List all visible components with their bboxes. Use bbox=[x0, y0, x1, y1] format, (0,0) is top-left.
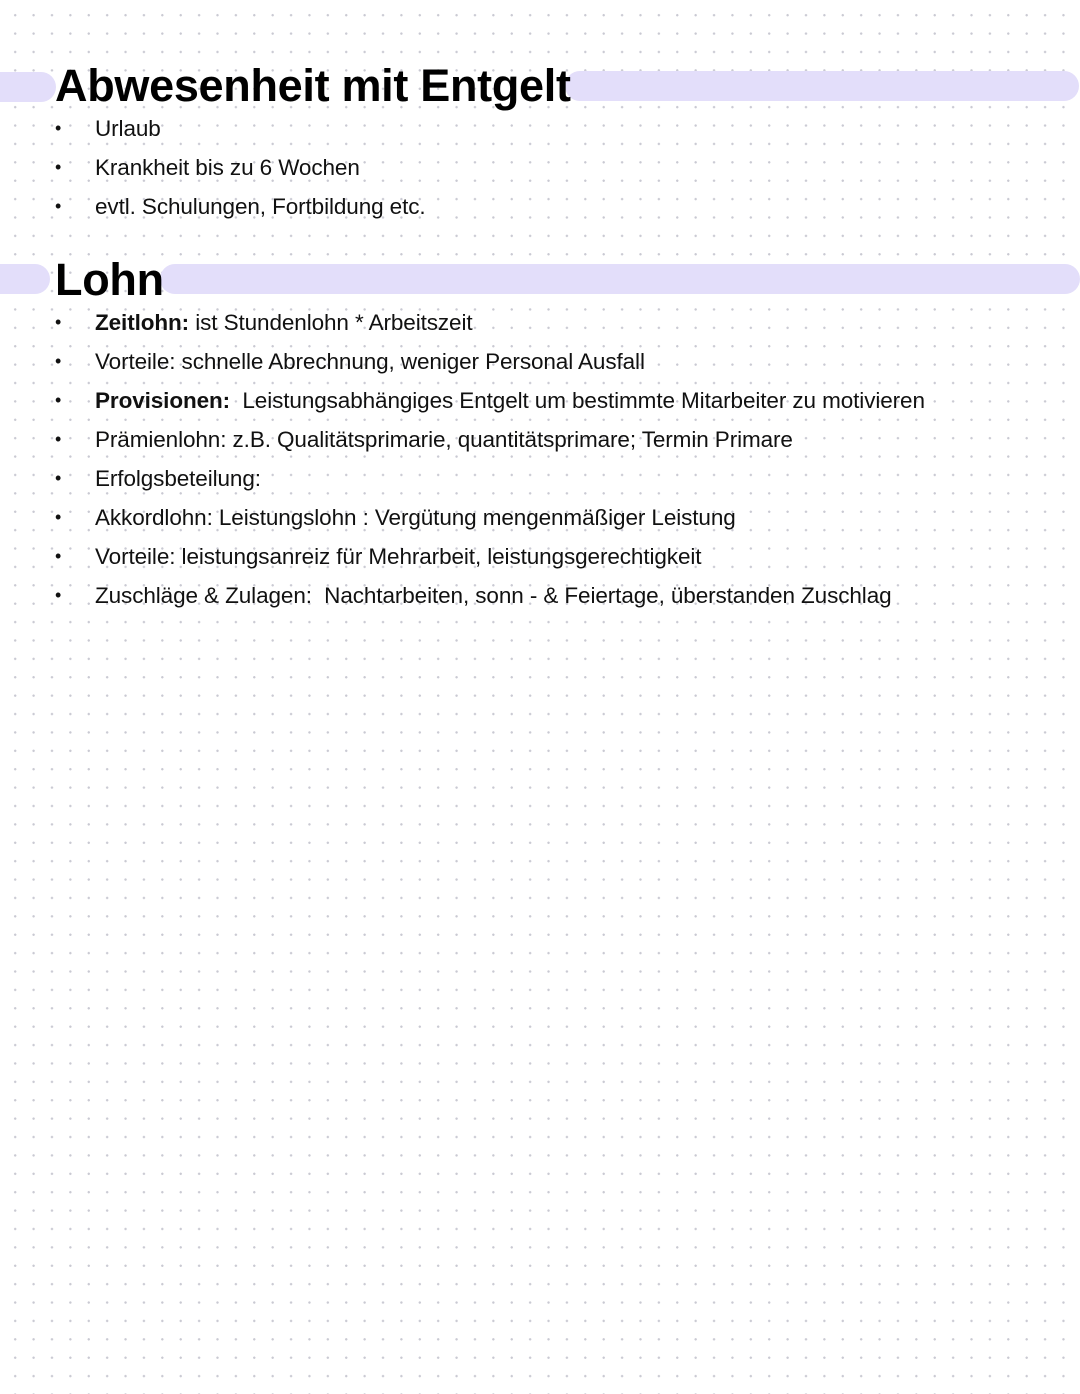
list-item bbox=[0, 187, 426, 226]
item-text: Akkordlohn: Leistungslohn : Vergütung mengenmäßiger Leistung bbox=[95, 505, 736, 530]
bullet-icon: • bbox=[55, 390, 62, 410]
section-title-lohn: Lohn bbox=[55, 254, 164, 305]
list-item bbox=[0, 148, 426, 187]
bullet-icon: • bbox=[55, 429, 62, 449]
list-item bbox=[0, 342, 925, 381]
item-text: Leistungsabhängiges Entgelt um bestimmte Mitarbeiter zu motivieren bbox=[230, 388, 925, 413]
list-item bbox=[0, 303, 925, 342]
list-item bbox=[0, 109, 426, 148]
bullet-icon: • bbox=[55, 351, 62, 371]
bullet-icon: • bbox=[55, 507, 62, 527]
item-text: Krankheit bis zu 6 Wochen bbox=[95, 155, 360, 180]
abwesenheit-list bbox=[0, 109, 426, 226]
lohn-list bbox=[0, 303, 925, 615]
item-text: Urlaub bbox=[95, 116, 161, 141]
item-text: Zuschläge & Zulagen: Nachtarbeiten, sonn - & Feiertage, überstanden Zuschlag bbox=[95, 583, 892, 608]
item-text: Prämienlohn: z.B. Qualitätsprimarie, quantitätsprimare; Termin Primare bbox=[95, 427, 793, 452]
bullet-icon: • bbox=[55, 468, 62, 488]
bullet-icon: • bbox=[55, 546, 62, 566]
list-item bbox=[0, 459, 925, 498]
list-item bbox=[0, 537, 925, 576]
item-text: Vorteile: schnelle Abrechnung, weniger Personal Ausfall bbox=[95, 349, 645, 374]
bullet-icon: • bbox=[55, 157, 62, 177]
section-title-abwesenheit: Abwesenheit mit Entgelt bbox=[55, 60, 571, 111]
bullet-icon: • bbox=[55, 118, 62, 138]
heading-highlight-right bbox=[160, 264, 1080, 294]
bullet-icon: • bbox=[55, 196, 62, 216]
item-text: Vorteile: leistungsanreiz für Mehrarbeit, leistungsgerechtigkeit bbox=[95, 544, 702, 569]
item-text: evtl. Schulungen, Fortbildung etc. bbox=[95, 194, 426, 219]
list-item bbox=[0, 576, 925, 615]
item-label: Zeitlohn: bbox=[95, 310, 190, 335]
list-item bbox=[0, 420, 925, 459]
item-label: Provisionen: bbox=[95, 388, 231, 413]
list-item bbox=[0, 381, 925, 420]
bullet-icon: • bbox=[55, 312, 62, 332]
list-item bbox=[0, 498, 925, 537]
heading-highlight-left bbox=[0, 72, 56, 102]
bullet-icon: • bbox=[55, 585, 62, 605]
item-text: ist Stundenlohn * Arbeitszeit bbox=[189, 310, 473, 335]
heading-highlight-left bbox=[0, 264, 50, 294]
heading-highlight-right bbox=[565, 71, 1079, 101]
item-text: Erfolgsbeteilung: bbox=[95, 466, 261, 491]
